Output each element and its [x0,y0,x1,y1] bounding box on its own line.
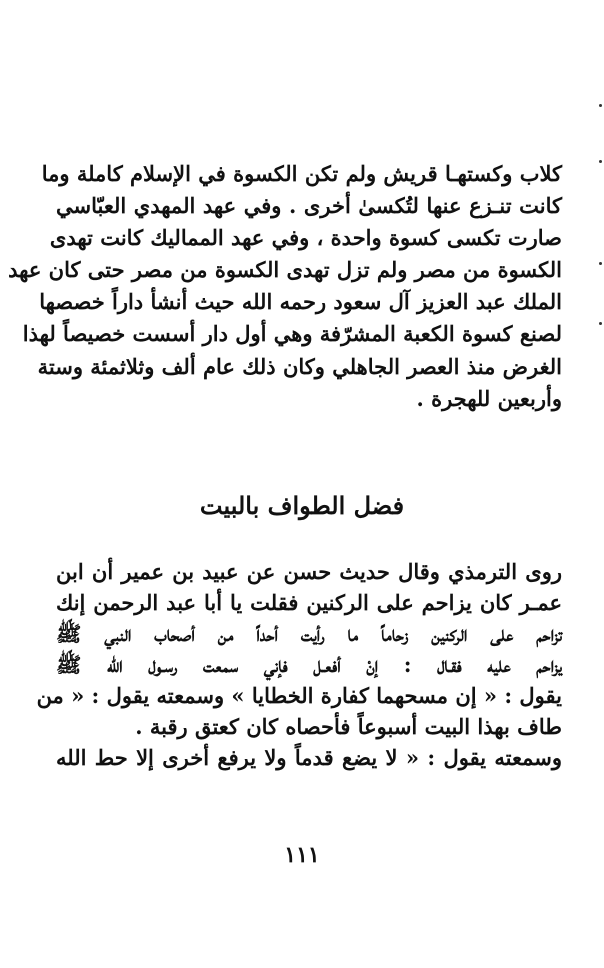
text-line: لصنع كسوة الكعبة المشرّفة وهي أول دار أسست خصيصاً لهذا [22,321,562,347]
text-line: الملك عبد العزيز آل سعود رحمه الله حيث أنشأ داراً خصصها [39,289,562,315]
text-line: كانت تنـزع عنها لتُكسىٰ أخرى . وفي عهد المهدي العبّاسي [56,193,562,219]
edge-mark [599,322,602,325]
edge-mark [599,262,602,265]
text-line: وسمعته يقول : « لا يضع قدماً ولا يرفع أخرى إلا حط الله [56,745,562,770]
text-line: كلاب وكستهـا قريش ولم تكن الكسوة في الإسلام كاملة وما [41,161,562,186]
section-heading: فضل الطواف بالبيت [199,491,405,520]
paragraph-tawaf-virtue [36,556,562,773]
text-line: تزاحم على الركنين زحاماً ما رأيت أحداً من أصحاب النبي ﷺ [56,621,562,646]
edge-mark [599,104,602,107]
text-line: الغرض منذ العصر الجاهلي وكان ذلك عام ألف وثلاثمئة وستة [37,353,562,379]
text-line: الكسوة من مصر ولم تزل تهدى الكسوة من مصر حتى كان عهد [8,257,562,283]
page-number: ١١١ [284,842,320,868]
text-line: روى الترمذي وقال حديث حسن عن عبيد بن عمير أن ابن [56,559,562,584]
text-line: يقول : « إن مسحهما كفارة الخطايا » وسمعته يقول : « من [36,683,562,708]
text-line: طاف بهذا البيت أسبوعاً فأحصاه كان كعتق رقبة . [135,714,562,739]
text-line: صارت تكسى كسوة واحدة ، وفي عهد المماليك كانت تهدى [49,225,562,251]
text-line: يزاحم عليه فقـال : إنْ أفعـل فإني سمعت رسـول الله ﷺ [56,652,562,677]
paragraph-kiswa-history [8,158,562,415]
edge-mark [599,160,602,163]
text-line: عمـر كان يزاحم على الركنين فقلت يا أبا عبد الرحمن إنك [56,590,562,615]
text-line: وأربعين للهجرة . [416,385,562,411]
